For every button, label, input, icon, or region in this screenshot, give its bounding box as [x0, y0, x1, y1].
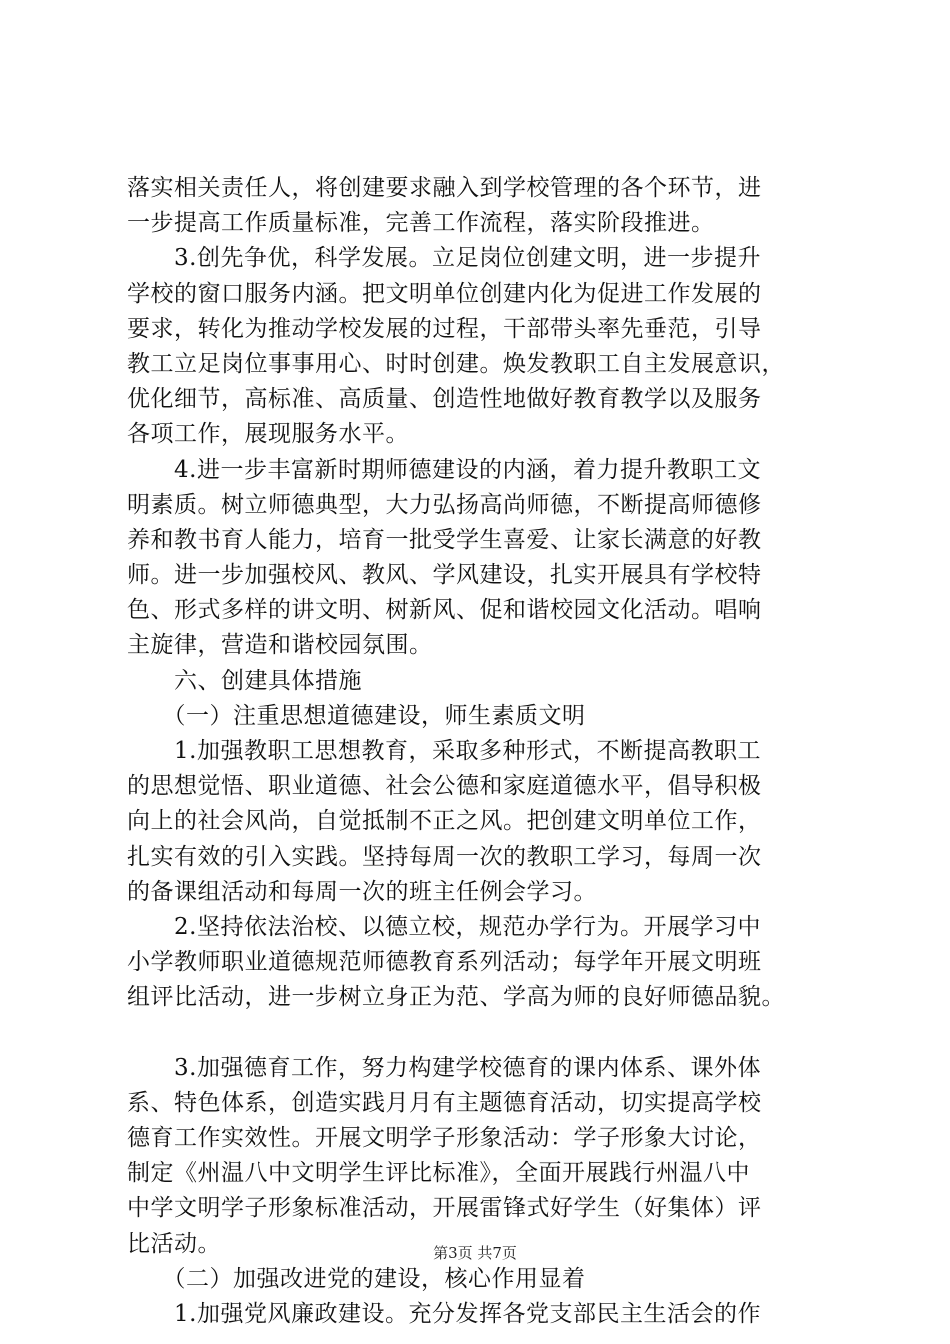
text-line: 向上的社会风尚，自觉抵制不正之风。把创建文明单位工作， — [127, 808, 762, 835]
text-line: 一步提高工作质量标准，完善工作流程，落实阶段推进。 — [127, 210, 715, 237]
text-line: 德育工作实效性。开展文明学子形象活动：学子形象大讨论， — [127, 1125, 762, 1152]
text-line: 色、形式多样的讲文明、树新风、促和谐校园文化活动。唱响 — [127, 597, 762, 624]
text-line: 4.进一步丰富新时期师德建设的内涵，着力提升教职工文 — [127, 456, 761, 483]
text-line: 各项工作，展现服务水平。 — [127, 421, 409, 448]
text-line: 的思想觉悟、职业道德、社会公德和家庭道德水平，倡导积极 — [127, 773, 762, 800]
text-line: 教工立足岗位事事用心、时时创建。焕发教职工自主发展意识， — [127, 350, 785, 377]
text-line: 1.加强教职工思想教育，采取多种形式，不断提高教职工 — [127, 738, 761, 764]
text-line: 的备课组活动和每周一次的班主任例会学习。 — [127, 878, 597, 905]
text-line: 要求，转化为推动学校发展的过程，干部带头率先垂范，引导 — [127, 315, 762, 342]
subsection-heading: （二）加强改进党的建设，核心作用显着 — [127, 1265, 586, 1292]
text-line: 师。进一步加强校风、教风、学风建设，扎实开展具有学校特 — [127, 562, 762, 589]
text-line: 制定《州温八中文明学生评比标准》，全面开展践行州温八中 — [127, 1160, 750, 1187]
text-line: 落实相关责任人，将创建要求融入到学校管理的各个环节，进 — [127, 175, 762, 201]
text-line: 1.加强党风廉政建设。充分发挥各党支部民主生活会的作 — [127, 1301, 761, 1327]
text-line: 2.坚持依法治校、以德立校，规范办学行为。开展学习中 — [127, 913, 761, 940]
body-text — [127, 171, 847, 1332]
text-line: 明素质。树立师德典型，大力弘扬高尚师德，不断提高师德修 — [127, 491, 762, 518]
text-line: 优化细节，高标准、高质量、创造性地做好教育教学以及服务 — [127, 386, 762, 413]
section-heading: 六、创建具体措施 — [127, 667, 362, 694]
subsection-heading: （一）注重思想道德建设，师生素质文明 — [127, 702, 586, 729]
text-line: 小学教师职业道德规范师德教育系列活动；每学年开展文明班 — [127, 949, 762, 976]
text-line: 3.加强德育工作，努力构建学校德育的课内体系、课外体 — [127, 1054, 761, 1081]
text-line: 学校的窗口服务内涵。把文明单位创建内化为促进工作发展的 — [127, 280, 762, 307]
blank-line — [127, 1016, 847, 1051]
text-line: 比活动。 — [127, 1230, 221, 1257]
text-line: 系、特色体系，创造实践月月有主题德育活动，切实提高学校 — [127, 1089, 762, 1116]
page-number-footer: 第3页 共7页 — [433, 1244, 517, 1262]
text-line: 中学文明学子形象标准活动，开展雷锋式好学生（好集体）评 — [127, 1195, 762, 1222]
text-line: 主旋律，营造和谐校园氛围。 — [127, 632, 433, 659]
text-line: 扎实有效的引入实践。坚持每周一次的教职工学习，每周一次 — [127, 843, 762, 870]
text-line: 养和教书育人能力，培育一批受学生喜爱、让家长满意的好教 — [127, 526, 762, 553]
text-line: 3.创先争优，科学发展。立足岗位创建文明，进一步提升 — [127, 245, 761, 272]
text-line: 组评比活动，进一步树立身正为范、学高为师的良好师德品貌。 — [127, 984, 785, 1011]
